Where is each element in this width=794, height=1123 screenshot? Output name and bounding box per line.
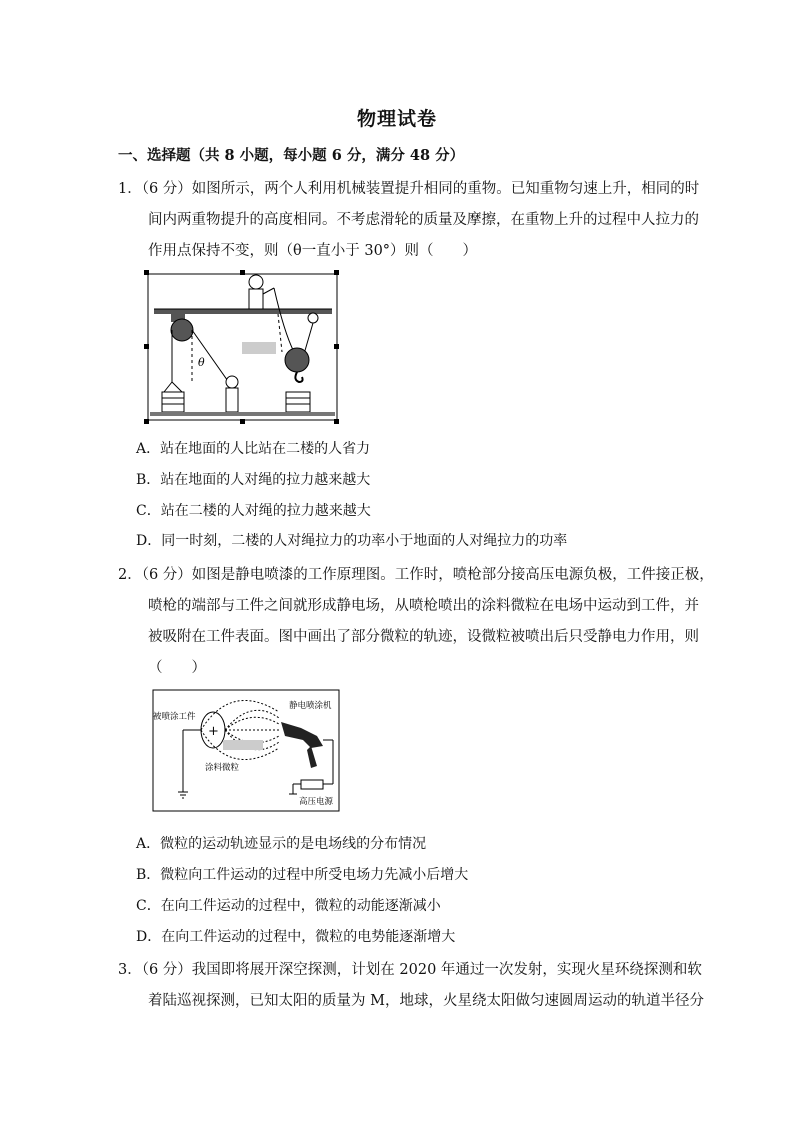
question-2-option-d[interactable]: D．在向工件运动的过程中，微粒的电势能逐渐增大 (136, 929, 456, 945)
workpiece-label: 被喷涂工件 (153, 712, 196, 722)
question-2-option-c[interactable]: C．在向工件运动的过程中，微粒的动能逐渐减小 (136, 898, 441, 914)
pulley-diagram (146, 272, 339, 422)
question-1-figure (146, 272, 339, 422)
question-3-line-1: 3．（6 分）我国即将展开深空探测，计划在 2020 年通过一次发射，实现火星环绕探测和软 (118, 962, 702, 978)
theta-label: θ (198, 356, 205, 369)
question-1-option-c[interactable]: C．站在二楼的人对绳的拉力越来越大 (136, 503, 371, 519)
power-label: 高压电源 (299, 797, 334, 807)
question-2-line-2: 喷枪的端部与工件之间就形成静电场，从喷枪喷出的涂料微粒在电场中运动到工件，并 (148, 598, 699, 614)
plus-sign: + (208, 724, 219, 739)
page-title: 物理试卷 (356, 108, 437, 130)
question-1-option-a[interactable]: A．站在地面的人比站在二楼的人省力 (136, 441, 371, 457)
section-heading: 一、选择题（共 8 小题，每小题 6 分，满分 48 分） (118, 147, 465, 164)
question-1-line-2: 间内两重物提升的高度相同。不考虑滑轮的质量及摩擦，在重物上升的过程中人拉力的 (148, 212, 699, 228)
particles-label: 涂料微粒 (205, 763, 240, 773)
question-1-option-b[interactable]: B．站在地面的人对绳的拉力越来越大 (136, 472, 371, 488)
question-3-line-2: 着陆巡视探测，已知太阳的质量为 M，地球，火星绕太阳做匀速圆周运动的轨道半径分 (148, 993, 704, 1009)
question-2-line-3: 被吸附在工件表面。图中画出了部分微粒的轨迹，设微粒被喷出后只受静电力作用，则 (148, 629, 699, 645)
question-1-line-3: 作用点保持不变，则（θ一直小于 30°）则（ ） (148, 243, 478, 259)
question-1-option-d[interactable]: D．同一时刻，二楼的人对绳拉力的功率小于地面的人对绳拉力的功率 (136, 533, 568, 549)
question-2-option-b[interactable]: B．微粒向工件运动的过程中所受电场力先减小后增大 (136, 867, 469, 883)
question-2-line-1: 2．（6 分）如图是静电喷漆的工作原理图。工作时，喷枪部分接高压电源负极，工件接正极， (118, 567, 714, 583)
question-2-figure (151, 688, 341, 813)
sprayer-label: 静电喷涂机 (289, 701, 332, 711)
electrostatic-spray-diagram (151, 688, 341, 813)
question-2-line-4: （ ） (148, 660, 206, 676)
question-1-line-1: 1．（6 分）如图所示，两个人利用机械装置提升相同的重物。已知重物匀速上升，相同的时 (118, 181, 700, 197)
question-2-option-a[interactable]: A．微粒的运动轨迹显示的是电场线的分布情况 (136, 836, 427, 852)
